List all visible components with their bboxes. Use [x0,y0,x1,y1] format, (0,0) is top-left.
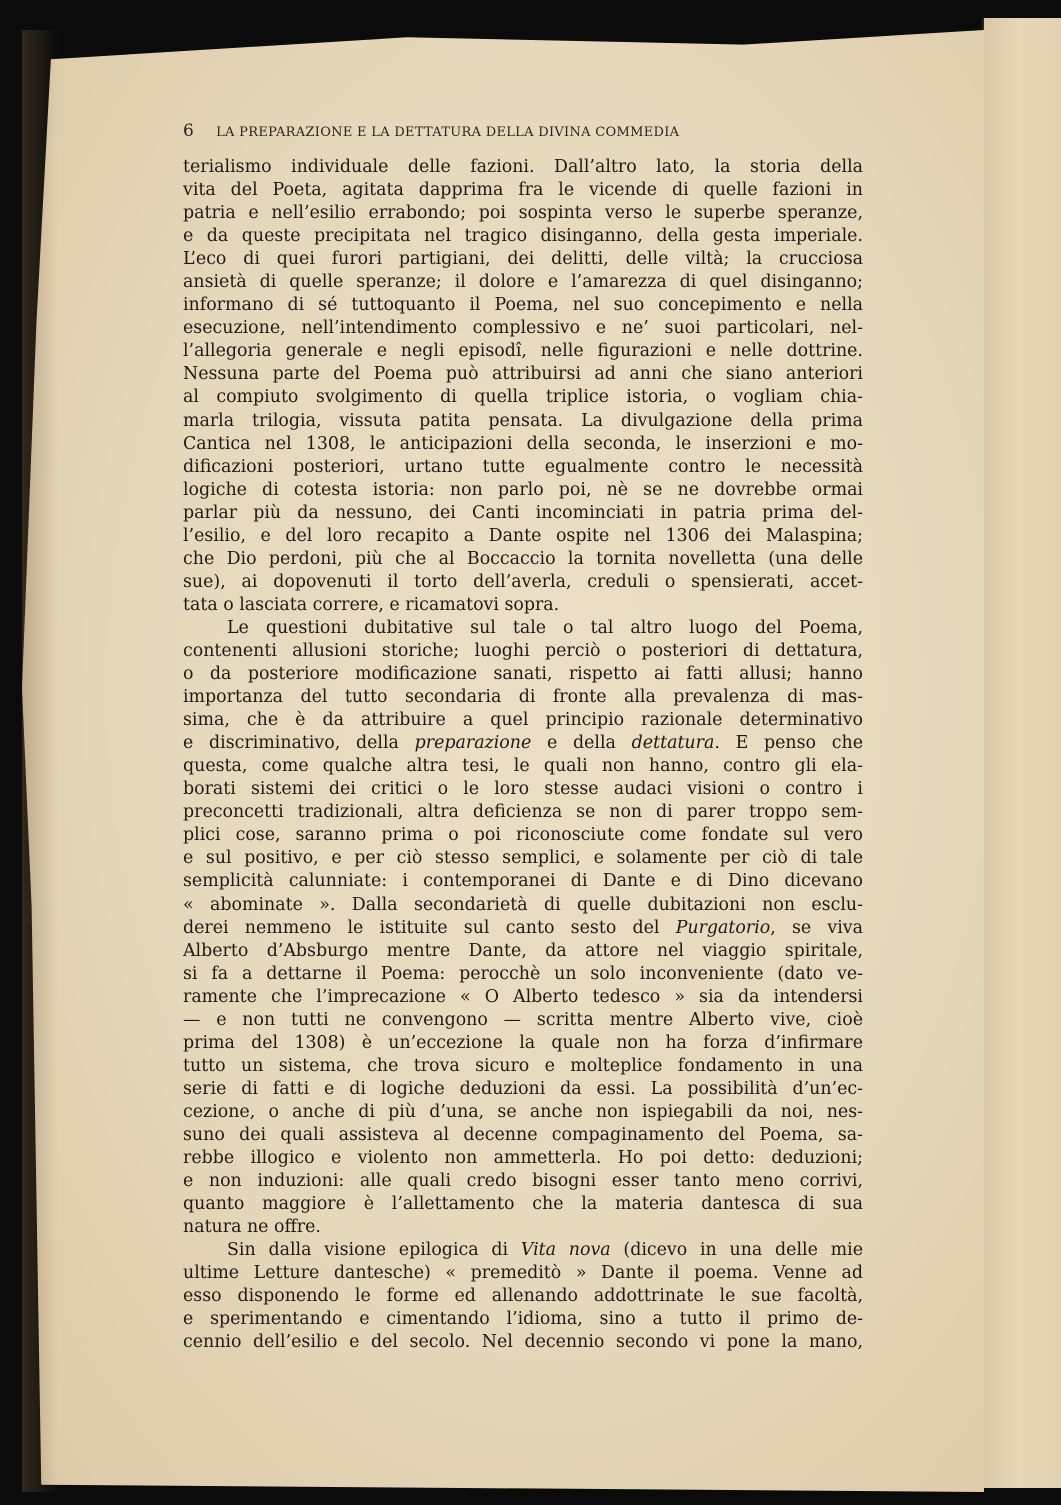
text-line: o da posteriore modificazione sanati, rispetto ai fatti allusi; hanno [183,664,863,685]
text-line: — e non tutti ne convengono — scritta mentre Alberto vive, cioè [183,1009,863,1030]
italic-term: dettatura [631,733,715,754]
text-line: tata o lasciata correre, e ricamatovi sopra. [183,594,560,615]
text-line: al compiuto svolgimento di quella triplice istoria, o vogliam chia- [183,387,863,408]
adjacent-page-edge [982,18,1061,1488]
text-line: l’esilio, e del loro recapito a Dante ospite nel 1306 dei Malaspina; [183,525,863,546]
text-segment: , se viva [770,917,863,938]
text-line: e da queste precipitata nel tragico disinganno, della gesta imperiale. [183,226,863,247]
text-line: suno dei quali assisteva al decenne compaginamento del Poema, sa- [183,1124,863,1145]
text-line: serie di fatti e di logiche deduzioni da essi. La possibilità d’un’ec- [183,1078,863,1099]
text-line: questa, come qualche altra tesi, le quali non hanno, contro gli ela- [183,756,863,777]
text-line: Le questioni dubitative sul tale o tal altro luogo del Poema, [227,617,863,638]
text-line: sue), ai dopovenuti il torto dell’averla, creduli o spensierati, accet- [183,571,863,592]
text-line [183,917,863,940]
running-header [183,121,863,141]
text-segment: e della [531,733,632,754]
text-segment: e discriminativo, della [183,733,415,754]
text-line: tutto un sistema, che trova sicuro e molteplice fondamento in una [183,1055,863,1076]
text-line: e non induzioni: alle quali credo bisogni esser tanto meno corrivi, [183,1171,863,1192]
text-line: plici cose, saranno prima o poi riconosciute come fondate sul vero [183,825,863,846]
text-line: esecuzione, nell’intendimento complessivo e ne’ suoi particolari, nel- [183,318,863,339]
text-segment: (dicevo in una delle mie [610,1240,863,1261]
running-title: LA PREPARAZIONE E LA DETTATURA DELLA DIVINA COMMEDIA [216,125,680,140]
text-line: Alberto d’Absburgo mentre Dante, da attore nel viaggio spiritale, [183,940,863,961]
italic-term: Purgatorio [675,917,771,938]
text-line: « abominate ». Dalla secondarietà di quelle dubitazioni non esclu- [183,894,863,915]
italic-term: preparazione [414,733,532,754]
text-line: patria e nell’esilio errabondo; poi sospinta verso le superbe speranze, [183,203,863,224]
text-line: logiche di cotesta istoria: non parlo poi, nè se ne dovrebbe ormai [183,479,863,500]
text-line: sima, che è da attribuire a quel principio razionale determinativo [183,710,863,731]
text-line: Nessuna parte del Poema può attribuirsi ad anni che siano anteriori [183,364,863,385]
text-line: marla trilogia, vissuta patita pensata. La divulgazione della prima [183,410,863,431]
text-line: che Dio perdoni, più che al Boccaccio la tornita novelletta (una delle [183,548,863,569]
text-line [183,732,863,755]
text-segment: . E penso che [714,733,863,754]
page-number: 6 [183,121,195,141]
text-segment: derei nemmeno le istituite sul canto sesto del [183,917,676,938]
text-line: ansietà di quelle speranze; il dolore e l’amarezza di quel disinganno; [183,272,863,293]
text-line: L’eco di quei furori partigiani, dei delitti, delle viltà; la crucciosa [183,249,863,270]
text-line: natura ne offre. [183,1217,321,1238]
text-line: preconcetti tradizionali, altra deficienza se non di parer troppo sem- [183,802,863,823]
text-line: parlar più da nessuno, dei Canti incominciati in patria prima del- [183,502,863,523]
text-line: semplicità calunniate: i contemporanei di Dante e di Dino dicevano [183,871,863,892]
text-line: cezione, o anche di più d’una, se anche non ispiegabili da noi, nes- [183,1101,863,1122]
text-line: borati sistemi dei critici o le loro stesse audaci visioni o contro i [183,779,863,800]
text-line: quanto maggiore è l’allettamento che la materia dantesca di sua [183,1194,863,1215]
text-line: e sul positivo, e per ciò stesso semplici, e solamente per ciò di tale [183,848,863,869]
body-text [183,156,863,1354]
text-line: cennio dell’esilio e del secolo. Nel decennio secondo vi pone la mano, [183,1332,863,1353]
text-line: rebbe illogico e violento non ammetterla. Ho poi detto: deduzioni; [183,1148,863,1169]
text-line: informano di sé tuttoquanto il Poema, nel suo concepimento e nella [183,295,863,316]
text-line: prima del 1308) è un’eccezione la quale non ha forza d’infirmare [183,1032,863,1053]
text-segment: Sin dalla visione epilogica di [227,1240,521,1261]
text-line: e sperimentando e cimentando l’idioma, sino a tutto il primo de- [183,1309,863,1330]
text-line: contenenti allusioni storiche; luoghi perciò o posteriori di dettatura, [183,640,863,661]
italic-term: Vita nova [520,1240,611,1261]
text-line: ramente che l’imprecazione « O Alberto tedesco » sia da intendersi [183,986,863,1007]
text-line: si fa a dettarne il Poema: perocchè un solo inconveniente (dato ve- [183,963,863,984]
text-line: vita del Poeta, agitata dapprima fra le vicende di quelle fazioni in [183,180,863,201]
text-line: ultime Letture dantesche) « premeditò » Dante il poema. Venne ad [183,1263,863,1284]
text-line: Cantica nel 1308, le anticipazioni della seconda, le inserzioni e mo- [183,433,863,454]
text-line: esso disponendo le forme ed allenando addottrinate le sue facoltà, [183,1286,863,1307]
text-line: dificazioni posteriori, urtano tutte egualmente contro le necessità [183,456,863,477]
text-line: l’allegoria generale e negli episodî, nelle figurazioni e nelle dottrine. [183,341,863,362]
text-line: terialismo individuale delle fazioni. Dall’altro lato, la storia della [183,157,863,177]
text-line: importanza del tutto secondaria di fronte alla prevalenza di mas- [183,687,863,708]
text-line [183,1239,863,1262]
